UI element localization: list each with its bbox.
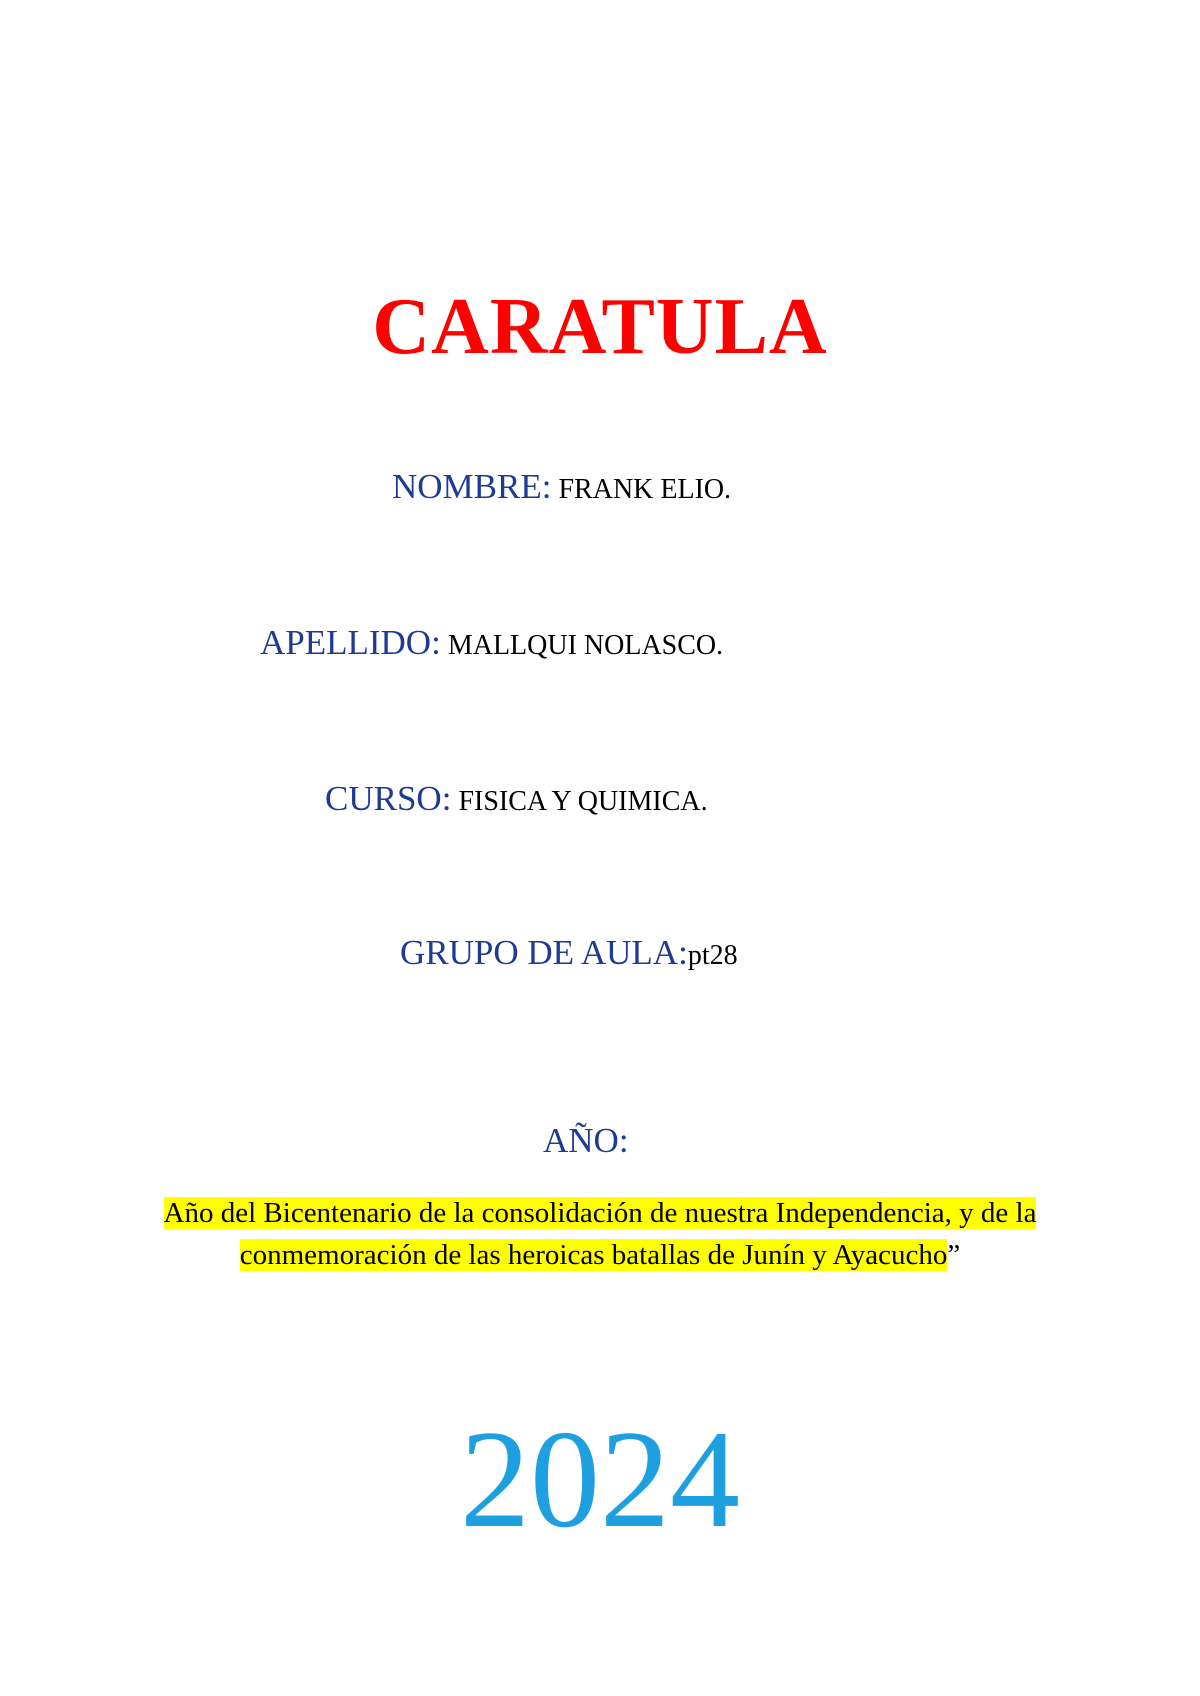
year-motto	[0, 1192, 1200, 1276]
field-grupo-separator: :	[678, 933, 688, 972]
field-apellido-separator: :	[431, 623, 441, 662]
field-grupo-label: GRUPO DE AULA	[400, 933, 679, 972]
field-curso	[0, 774, 1200, 831]
year-number: 2024	[460, 1402, 740, 1557]
field-curso-value: FISICA Y QUIMICA.	[451, 786, 708, 817]
motto-line-1: Año del Bicentenario de la consolidación de nuestra Independencia, y de la	[163, 1197, 1037, 1229]
field-apellido-label: APELLIDO	[260, 623, 432, 662]
field-nombre-value: FRANK ELIO.	[551, 474, 732, 505]
field-curso-label: CURSO	[325, 779, 442, 818]
field-anio	[0, 1116, 1200, 1173]
field-nombre	[0, 462, 1200, 519]
field-apellido	[0, 618, 1200, 675]
page-title: CARATULA	[372, 283, 828, 371]
field-grupo-de-aula	[0, 928, 1200, 985]
field-anio-label: AÑO:	[543, 1121, 629, 1160]
field-apellido-value: MALLQUI NOLASCO.	[440, 630, 724, 661]
field-grupo-value: pt28	[687, 940, 738, 971]
field-nombre-label: NOMBRE	[392, 467, 542, 506]
motto-closing-quote: ”	[947, 1239, 961, 1271]
field-nombre-separator: :	[541, 467, 552, 506]
motto-line-2: conmemoración de las heroicas batallas de Junín y Ayacucho	[239, 1239, 948, 1271]
field-curso-separator: :	[441, 779, 452, 818]
